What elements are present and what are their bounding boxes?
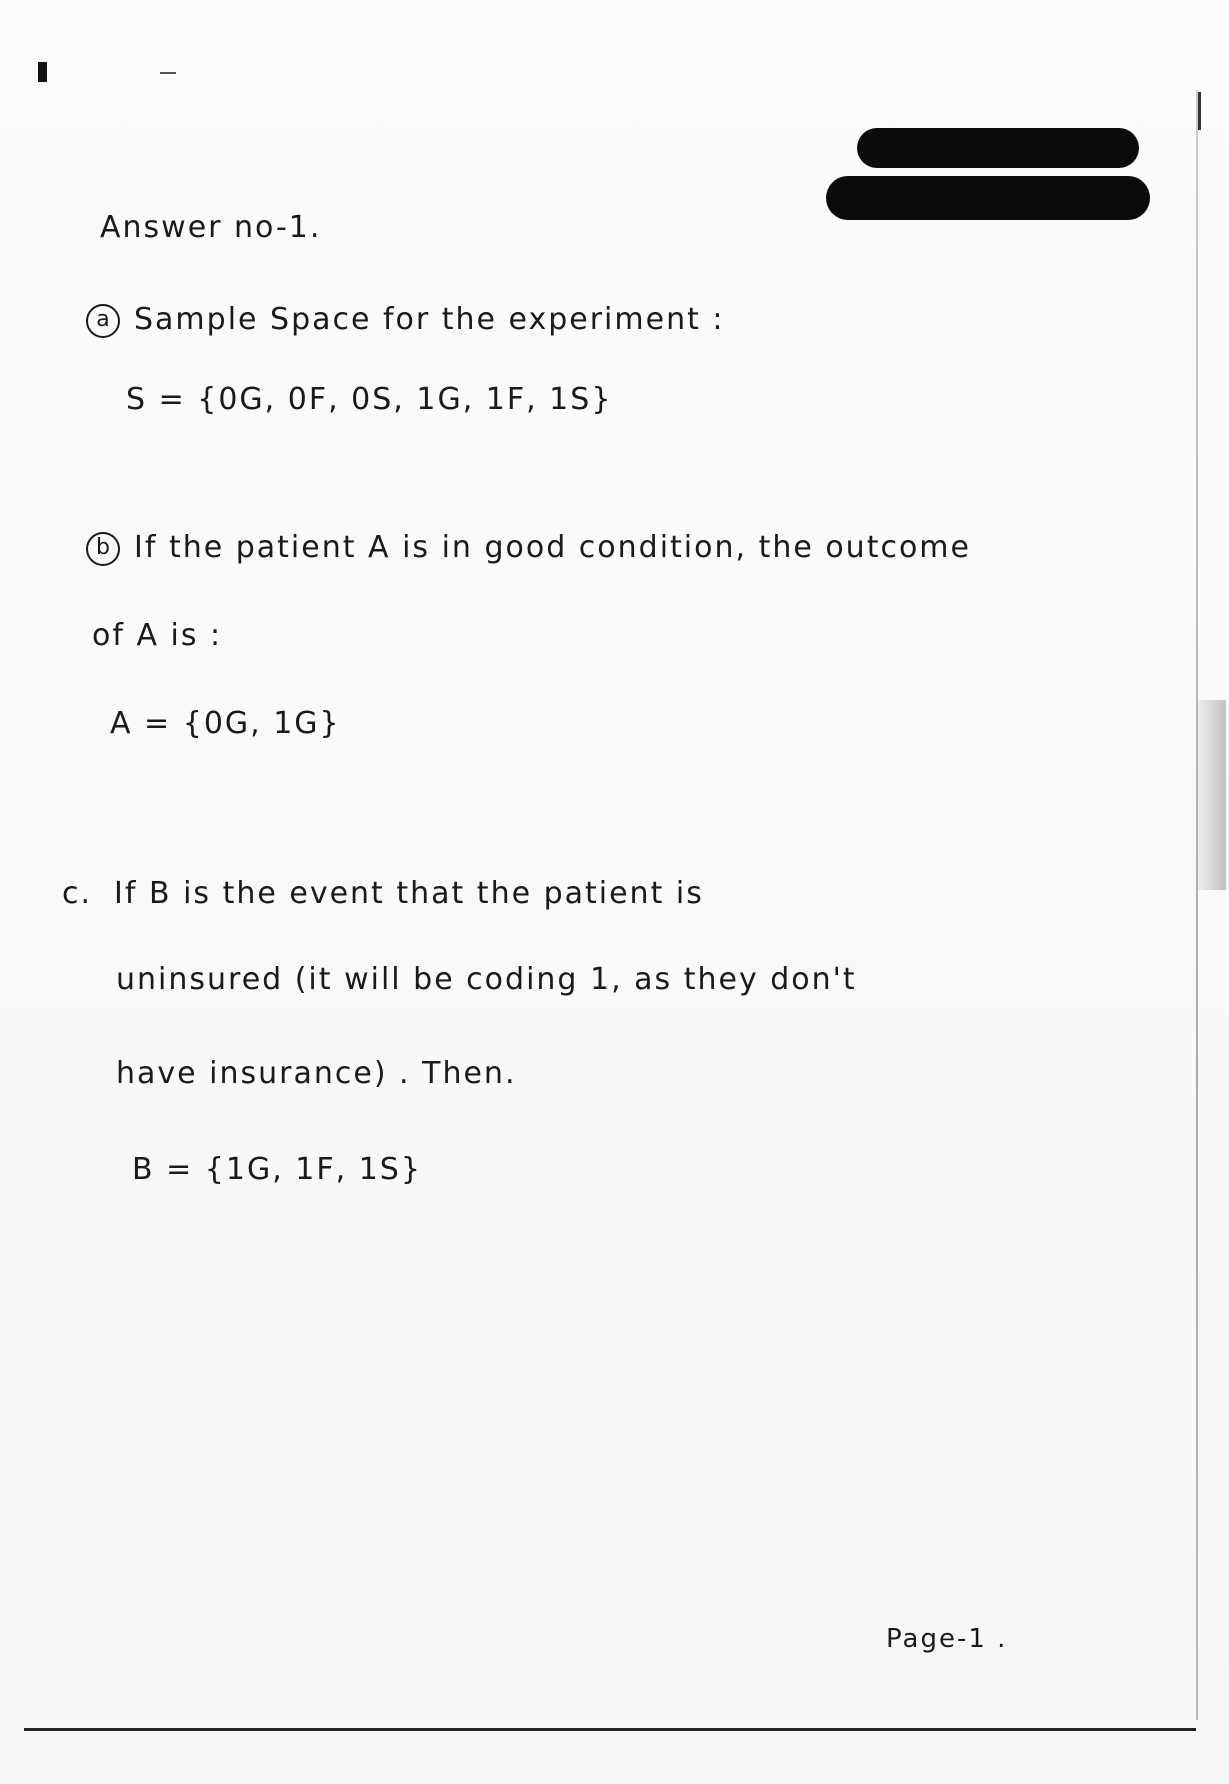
part-b-line-1-container [86,530,971,566]
part-a-marker: a [86,304,120,338]
part-c-equation: B = {1G, 1F, 1S} [132,1152,422,1187]
scan-edge-mark-right [1198,92,1201,130]
part-b-equation: A = {0G, 1G} [110,706,341,741]
part-a-heading: Sample Space for the experiment : [134,302,725,337]
answer-heading: Answer no-1. [100,210,322,245]
page-label: Page-1 . [886,1624,1008,1654]
redaction-bar [826,176,1150,220]
part-c-line-1-container [62,876,704,911]
part-c-line-3: have insurance) . Then. [116,1056,517,1091]
part-b-line-2: of A is : [92,618,223,653]
paper-bottom-edge [24,1728,1196,1731]
part-a-heading-line [86,302,725,338]
part-a-equation: S = {0G, 0F, 0S, 1G, 1F, 1S} [126,382,613,417]
scan-edge-mark [38,62,47,82]
part-b-line-1: If the patient A is in good condition, the outcome [134,530,971,565]
redaction-bar [857,128,1139,168]
part-b-marker: b [86,532,120,566]
part-c-line-2: uninsured (it will be coding 1, as they don't [116,962,857,997]
scan-edge-dash [160,72,176,74]
paper-right-edge [1196,90,1198,1720]
paper-shadow [1198,700,1226,890]
part-c-marker: c. [62,876,93,911]
part-c-line-1: If B is the event that the patient is [114,876,704,911]
